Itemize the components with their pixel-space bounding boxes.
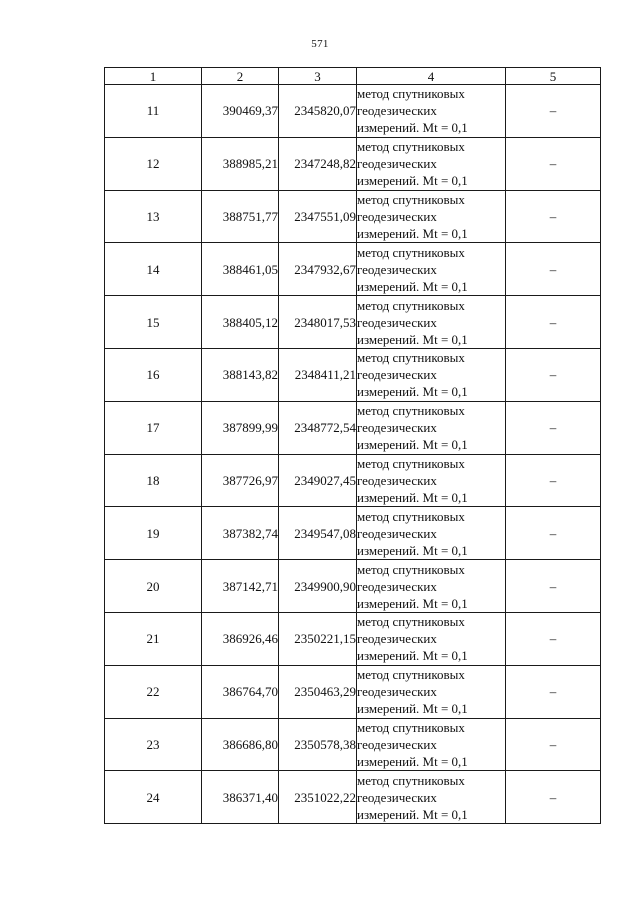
header-col-1: 1 <box>105 68 202 85</box>
method-line: геодезических <box>357 472 437 488</box>
y-coordinate-cell: 2347551,09 <box>279 190 357 243</box>
method-line: измерений. Mt = 0,1 <box>357 120 468 136</box>
method-line: измерений. Mt = 0,1 <box>357 384 468 400</box>
method-line: измерений. Mt = 0,1 <box>357 489 468 505</box>
method-line: измерений. Mt = 0,1 <box>357 648 468 664</box>
method-line: геодезических <box>357 420 437 436</box>
method-line: измерений. Mt = 0,1 <box>357 753 468 769</box>
method-line: геодезических <box>357 261 437 277</box>
x-coordinate-cell: 386686,80 <box>202 718 279 771</box>
method-line: геодезических <box>357 525 437 541</box>
table-row <box>105 137 601 190</box>
method-line: геодезических <box>357 208 437 224</box>
note-cell: – <box>506 85 601 138</box>
table-row <box>105 85 601 138</box>
method-line: метод спутниковых <box>357 719 465 735</box>
method-cell <box>357 85 506 138</box>
header-col-5: 5 <box>506 68 601 85</box>
y-coordinate-cell: 2350221,15 <box>279 612 357 665</box>
method-line: измерений. Mt = 0,1 <box>357 173 468 189</box>
table-row <box>105 771 601 824</box>
x-coordinate-cell: 387899,99 <box>202 401 279 454</box>
note-cell: – <box>506 665 601 718</box>
point-number-cell: 18 <box>105 454 202 507</box>
method-line: измерений. Mt = 0,1 <box>357 437 468 453</box>
x-coordinate-cell: 388751,77 <box>202 190 279 243</box>
method-line: метод спутниковых <box>357 772 465 788</box>
header-row <box>105 68 601 85</box>
method-line: метод спутниковых <box>357 667 465 683</box>
note-cell: – <box>506 718 601 771</box>
header-col-2: 2 <box>202 68 279 85</box>
method-line: геодезических <box>357 578 437 594</box>
method-line: измерений. Mt = 0,1 <box>357 331 468 347</box>
method-cell <box>357 507 506 560</box>
table-row <box>105 348 601 401</box>
point-number-cell: 22 <box>105 665 202 718</box>
method-cell <box>357 243 506 296</box>
method-line: геодезических <box>357 314 437 330</box>
method-line: измерений. Mt = 0,1 <box>357 701 468 717</box>
point-number-cell: 24 <box>105 771 202 824</box>
note-cell: – <box>506 454 601 507</box>
y-coordinate-cell: 2349547,08 <box>279 507 357 560</box>
y-coordinate-cell: 2351022,22 <box>279 771 357 824</box>
point-number-cell: 11 <box>105 85 202 138</box>
method-line: измерений. Mt = 0,1 <box>357 806 468 822</box>
point-number-cell: 17 <box>105 401 202 454</box>
point-number-cell: 13 <box>105 190 202 243</box>
table-row <box>105 296 601 349</box>
point-number-cell: 12 <box>105 137 202 190</box>
y-coordinate-cell: 2345820,07 <box>279 85 357 138</box>
method-line: измерений. Mt = 0,1 <box>357 225 468 241</box>
coordinates-table <box>104 67 601 824</box>
x-coordinate-cell: 386926,46 <box>202 612 279 665</box>
point-number-cell: 20 <box>105 560 202 613</box>
method-line: метод спутниковых <box>357 403 465 419</box>
method-line: измерений. Mt = 0,1 <box>357 595 468 611</box>
method-cell <box>357 560 506 613</box>
table-row <box>105 507 601 560</box>
x-coordinate-cell: 388985,21 <box>202 137 279 190</box>
point-number-cell: 19 <box>105 507 202 560</box>
method-line: метод спутниковых <box>357 561 465 577</box>
note-cell: – <box>506 560 601 613</box>
table-header <box>105 68 601 85</box>
method-line: метод спутниковых <box>357 139 465 155</box>
note-cell: – <box>506 296 601 349</box>
table-row <box>105 665 601 718</box>
point-number-cell: 16 <box>105 348 202 401</box>
method-line: метод спутниковых <box>357 614 465 630</box>
note-cell: – <box>506 348 601 401</box>
method-cell <box>357 137 506 190</box>
point-number-cell: 23 <box>105 718 202 771</box>
method-line: измерений. Mt = 0,1 <box>357 278 468 294</box>
table-row <box>105 243 601 296</box>
note-cell: – <box>506 771 601 824</box>
y-coordinate-cell: 2350463,29 <box>279 665 357 718</box>
method-line: метод спутниковых <box>357 455 465 471</box>
table-body <box>105 85 601 824</box>
note-cell: – <box>506 243 601 296</box>
header-col-4: 4 <box>357 68 506 85</box>
table-row <box>105 190 601 243</box>
x-coordinate-cell: 388405,12 <box>202 296 279 349</box>
y-coordinate-cell: 2347932,67 <box>279 243 357 296</box>
method-cell <box>357 190 506 243</box>
x-coordinate-cell: 387142,71 <box>202 560 279 613</box>
method-line: геодезических <box>357 736 437 752</box>
y-coordinate-cell: 2348411,21 <box>279 348 357 401</box>
x-coordinate-cell: 390469,37 <box>202 85 279 138</box>
method-line: метод спутниковых <box>357 508 465 524</box>
x-coordinate-cell: 388461,05 <box>202 243 279 296</box>
note-cell: – <box>506 137 601 190</box>
table-row <box>105 401 601 454</box>
method-line: геодезических <box>357 789 437 805</box>
x-coordinate-cell: 388143,82 <box>202 348 279 401</box>
page-number: 571 <box>311 38 329 50</box>
y-coordinate-cell: 2349027,45 <box>279 454 357 507</box>
table-row <box>105 612 601 665</box>
method-line: метод спутниковых <box>357 350 465 366</box>
method-cell <box>357 348 506 401</box>
method-line: метод спутниковых <box>357 244 465 260</box>
method-line: геодезических <box>357 156 437 172</box>
method-cell <box>357 296 506 349</box>
note-cell: – <box>506 507 601 560</box>
table-row <box>105 718 601 771</box>
note-cell: – <box>506 190 601 243</box>
table-row <box>105 560 601 613</box>
y-coordinate-cell: 2349900,90 <box>279 560 357 613</box>
note-cell: – <box>506 401 601 454</box>
point-number-cell: 21 <box>105 612 202 665</box>
method-line: геодезических <box>357 367 437 383</box>
method-line: метод спутниковых <box>357 86 465 102</box>
y-coordinate-cell: 2348017,53 <box>279 296 357 349</box>
point-number-cell: 14 <box>105 243 202 296</box>
x-coordinate-cell: 387382,74 <box>202 507 279 560</box>
method-line: геодезических <box>357 103 437 119</box>
method-cell <box>357 718 506 771</box>
x-coordinate-cell: 386764,70 <box>202 665 279 718</box>
method-cell <box>357 665 506 718</box>
method-line: геодезических <box>357 631 437 647</box>
point-number-cell: 15 <box>105 296 202 349</box>
y-coordinate-cell: 2347248,82 <box>279 137 357 190</box>
method-cell <box>357 401 506 454</box>
method-cell <box>357 454 506 507</box>
header-col-3: 3 <box>279 68 357 85</box>
method-line: измерений. Mt = 0,1 <box>357 542 468 558</box>
y-coordinate-cell: 2348772,54 <box>279 401 357 454</box>
table-row <box>105 454 601 507</box>
method-line: метод спутниковых <box>357 297 465 313</box>
method-cell <box>357 612 506 665</box>
x-coordinate-cell: 386371,40 <box>202 771 279 824</box>
method-cell <box>357 771 506 824</box>
method-line: метод спутниковых <box>357 191 465 207</box>
note-cell: – <box>506 612 601 665</box>
x-coordinate-cell: 387726,97 <box>202 454 279 507</box>
y-coordinate-cell: 2350578,38 <box>279 718 357 771</box>
method-line: геодезических <box>357 684 437 700</box>
